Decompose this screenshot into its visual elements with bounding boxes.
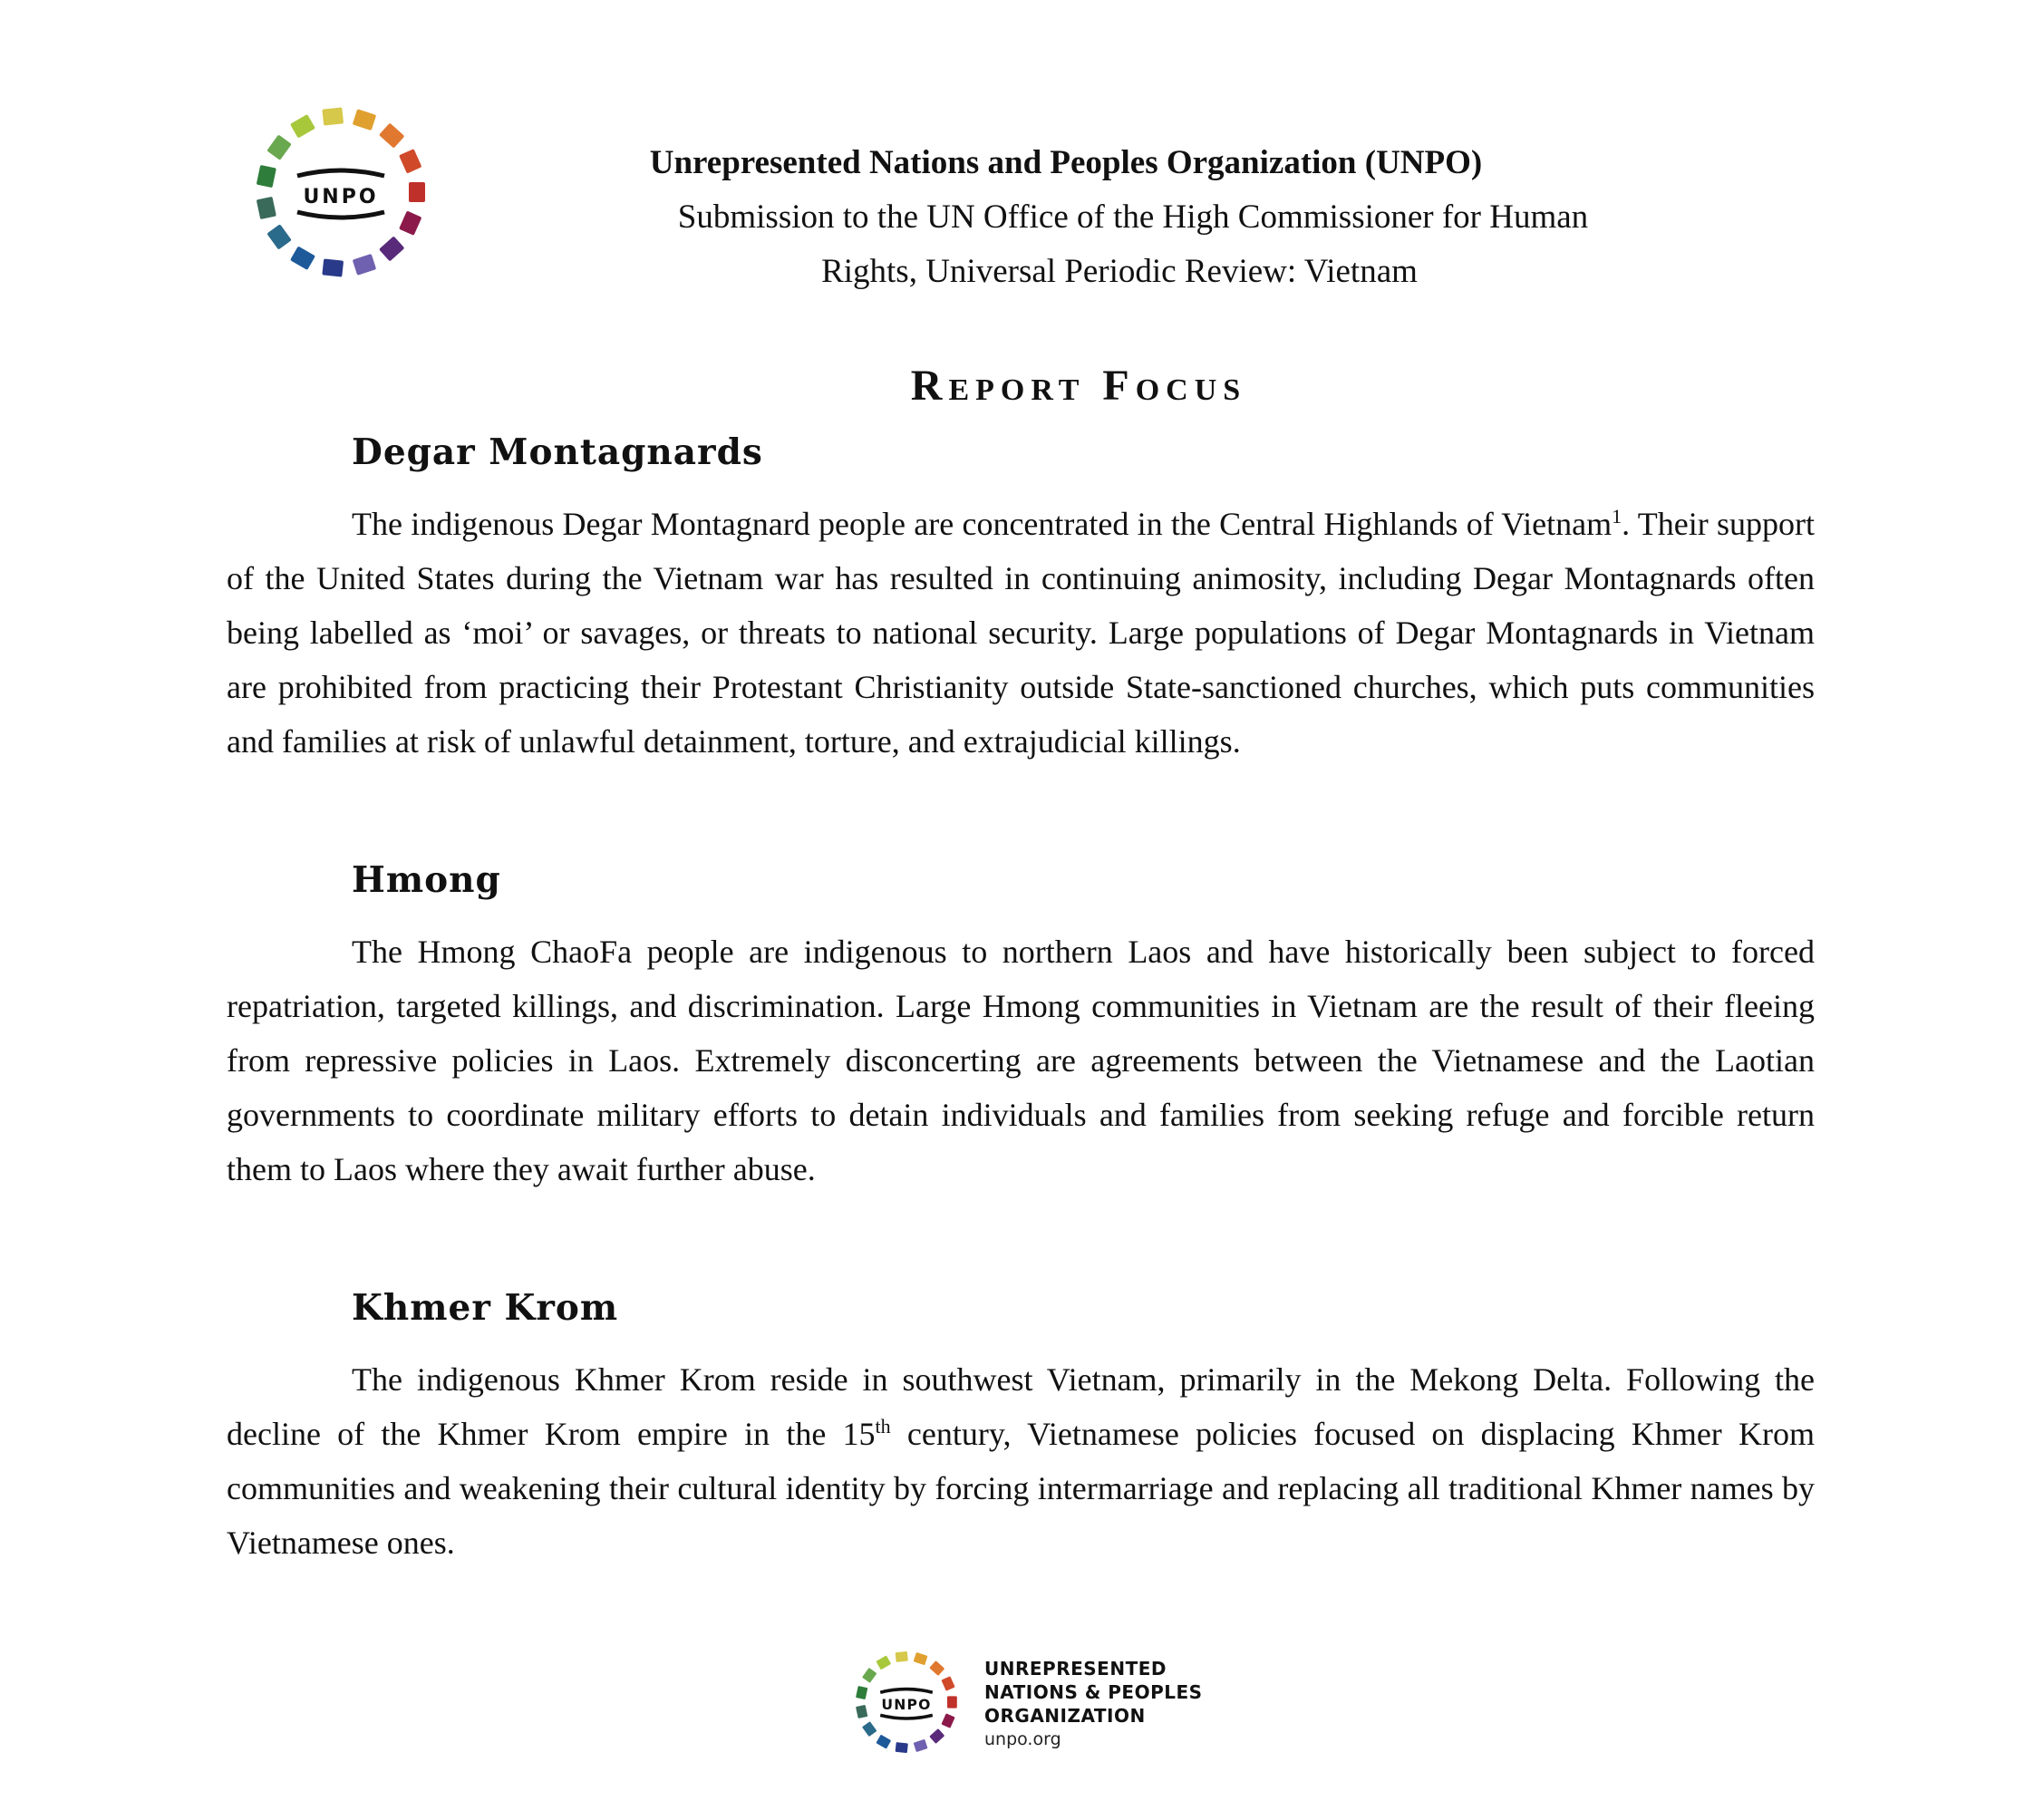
logo-ring-segment: [876, 1655, 891, 1670]
logo-ring-segment: [290, 246, 315, 270]
submission-line-1: Submission to the UN Office of the High Commissioner for Human: [677, 198, 1589, 236]
logo-ring-segment: [257, 197, 276, 219]
body-text: The indigenous Khmer Krom reside in southwest Vietnam, primarily in the Mekong Delta. Following the decline of the Khmer Krom empire in the 15: [227, 1361, 1815, 1452]
body-text: . Their support of the United States during the Vietnam war has resulted in continuing animosity, including Degar Montagnards often being labelled as ‘moi’ or savages, or threats to national security. Large populations of Degar Montagnards in Vietnam are prohibited from practicing their Protestant Christianity outside State-sanctioned churches, which puts communities and families at risk of unlawful detainment, torture, and extrajudicial killings.: [227, 506, 1815, 760]
footnote-marker[interactable]: 1: [1612, 505, 1622, 528]
logo-ring-segment: [862, 1668, 877, 1683]
section-body: The Hmong ChaoFa people are indigenous to northern Laos and have historically been subject to forced repatriation, targeted killings, and discrimination. Large Hmong communities in Vietnam are the result of their fleeing from repressive policies in Laos. Extremely disconcerting are agreements between the Vietnamese and the Laotian governments to coordinate military efforts to detain individuals and families from seeking refuge and forcible return them to Laos where they await further abuse.: [227, 934, 1815, 1187]
section-body: [227, 497, 1815, 769]
footer-unpo-logo: [852, 1648, 961, 1757]
section-body: [227, 1352, 1815, 1570]
logo-ring-segment: [856, 1686, 867, 1699]
logo-ring-segment: [929, 1660, 944, 1676]
logo-ring-segment: [399, 210, 421, 235]
unpo-logo: [250, 102, 431, 283]
logo-ring-segment: [379, 123, 404, 149]
logo-ring-segment: [914, 1739, 928, 1752]
logo-wordmark: UNPO: [881, 1696, 932, 1713]
logo-wordmark: UNPO: [303, 186, 379, 208]
logo-ring-segment: [896, 1651, 908, 1662]
document-header: [544, 136, 1722, 299]
logo-ring-segment: [322, 258, 344, 276]
footer-org-block: [984, 1657, 1203, 1751]
footer-line-3: ORGANIZATION: [984, 1705, 1146, 1727]
body-text: century, Vietnamese policies focused on displacing Khmer Krom communities and weakening their cultural identity by forcing intermarriage and replacing all traditional Khmer names by Vietnamese ones.: [227, 1416, 1815, 1561]
logo-ring-segment: [947, 1696, 957, 1708]
logo-arc-top: [880, 1689, 933, 1693]
logo-ring-segment: [353, 109, 376, 131]
logo-ring-segment: [266, 134, 291, 160]
logo-ring-segment: [876, 1735, 891, 1749]
section-title: Khmer Krom: [352, 1287, 619, 1329]
logo-ring-segment: [862, 1721, 877, 1737]
footer-line-1: UNREPRESENTED: [984, 1658, 1167, 1680]
section-degar-montagnards: [227, 431, 1815, 769]
logo-ring-segment: [941, 1713, 954, 1728]
section-title: Hmong: [352, 859, 501, 901]
submission-line-2: Rights, Universal Periodic Review: Vietnam: [821, 253, 1418, 290]
logo-ring-segment: [856, 1705, 867, 1718]
logo-ring-segment: [353, 254, 376, 276]
section-khmer-krom: [227, 1287, 1815, 1570]
logo-ring-segment: [929, 1728, 944, 1744]
logo-ring-segment: [914, 1652, 928, 1665]
logo-arc-bottom: [297, 212, 384, 218]
logo-arc-top: [297, 170, 384, 176]
logo-ring-segment: [379, 236, 404, 261]
body-text: The indigenous Degar Montagnard people are concentrated in the Central Highlands of Vietnam: [352, 506, 1613, 542]
footer-line-2: NATIONS & PEOPLES: [984, 1681, 1203, 1703]
logo-ring-segment: [290, 114, 315, 139]
section-hmong: [227, 859, 1815, 1196]
logo-ring-segment: [257, 165, 276, 188]
ordinal-suffix: th: [875, 1415, 891, 1438]
logo-arc-bottom: [880, 1715, 933, 1718]
organization-name: Unrepresented Nations and Peoples Organization (UNPO): [649, 144, 1483, 181]
logo-ring-segment: [266, 224, 291, 249]
logo-ring-segment: [941, 1676, 954, 1690]
logo-ring-segment: [322, 107, 344, 125]
logo-ring-segment: [896, 1742, 908, 1753]
report-title: Report Focus: [910, 362, 1247, 410]
footer-website-link[interactable]: unpo.org: [984, 1729, 1061, 1749]
section-title: Degar Montagnards: [352, 431, 763, 473]
